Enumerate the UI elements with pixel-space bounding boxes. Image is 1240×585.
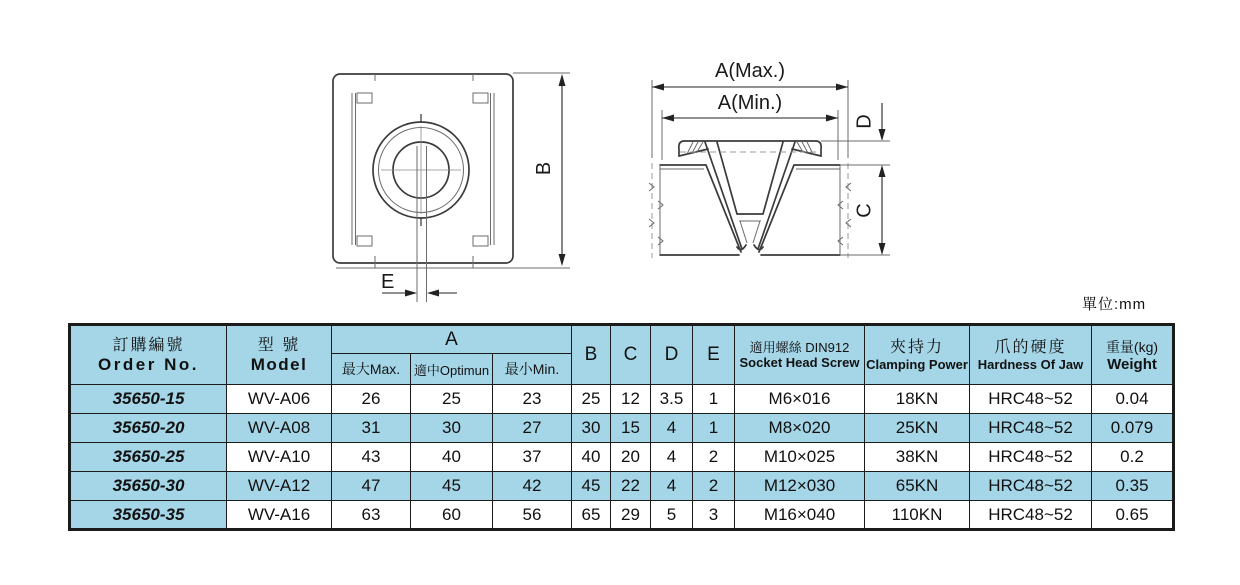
table-cell: 0.079 xyxy=(1092,414,1174,443)
table-cell: 4 xyxy=(651,443,693,472)
order-no-cell: 35650-20 xyxy=(70,414,227,443)
table-cell: 18KN xyxy=(865,385,970,414)
spec-table xyxy=(68,323,1175,531)
table-cell: 20 xyxy=(611,443,651,472)
table-cell: HRC48~52 xyxy=(970,443,1092,472)
unit-label: 單位:mm xyxy=(1082,296,1147,313)
table-cell: M12×030 xyxy=(735,472,865,501)
dim-label-b: B xyxy=(533,161,556,176)
table-cell: 4 xyxy=(651,414,693,443)
table-cell: WV-A06 xyxy=(227,385,332,414)
table-cell: 1 xyxy=(693,385,735,414)
col-header-clamping-power: 夾持力 Clamping Power xyxy=(865,325,970,385)
col-header-c: C xyxy=(611,325,651,385)
table-cell: 30 xyxy=(411,414,493,443)
col-header-a-group: A xyxy=(332,325,572,354)
table-cell: 63 xyxy=(332,501,411,530)
table-cell: 65 xyxy=(572,501,611,530)
order-no-cell: 35650-30 xyxy=(70,472,227,501)
table-cell: 2 xyxy=(693,443,735,472)
table-cell: M10×025 xyxy=(735,443,865,472)
table-cell: M16×040 xyxy=(735,501,865,530)
table-cell: 27 xyxy=(493,414,572,443)
table-cell: WV-A16 xyxy=(227,501,332,530)
col-header-d: D xyxy=(651,325,693,385)
table-row xyxy=(70,501,1174,530)
table-cell: 2 xyxy=(693,472,735,501)
dim-label-a-min: A(Min.) xyxy=(717,92,783,114)
table-cell: 43 xyxy=(332,443,411,472)
spec-table-body xyxy=(70,385,1174,530)
table-cell: 30 xyxy=(572,414,611,443)
table-cell: 22 xyxy=(611,472,651,501)
table-cell: 110KN xyxy=(865,501,970,530)
table-cell: 4 xyxy=(651,472,693,501)
col-header-weight: 重量(kg) Weight xyxy=(1092,325,1174,385)
table-cell: 0.2 xyxy=(1092,443,1174,472)
table-cell: 0.04 xyxy=(1092,385,1174,414)
col-header-screw: 適用螺絲 DIN912 Socket Head Screw xyxy=(735,325,865,385)
table-cell: 25 xyxy=(572,385,611,414)
table-cell: HRC48~52 xyxy=(970,501,1092,530)
table-cell: 45 xyxy=(572,472,611,501)
table-cell: HRC48~52 xyxy=(970,385,1092,414)
table-cell: 0.65 xyxy=(1092,501,1174,530)
col-header-a-opt: 適中Optimun xyxy=(411,354,493,385)
order-no-cell: 35650-15 xyxy=(70,385,227,414)
col-header-model: 型 號 Model xyxy=(227,325,332,385)
table-cell: M8×020 xyxy=(735,414,865,443)
table-cell: 3 xyxy=(693,501,735,530)
col-header-e: E xyxy=(693,325,735,385)
col-header-hardness: 爪的硬度 Hardness Of Jaw xyxy=(970,325,1092,385)
table-cell: WV-A08 xyxy=(227,414,332,443)
table-cell: 5 xyxy=(651,501,693,530)
table-row xyxy=(70,414,1174,443)
dim-label-d: D xyxy=(853,114,876,129)
table-cell: 26 xyxy=(332,385,411,414)
table-cell: 37 xyxy=(493,443,572,472)
table-cell: 42 xyxy=(493,472,572,501)
table-cell: WV-A10 xyxy=(227,443,332,472)
order-no-cell: 35650-25 xyxy=(70,443,227,472)
table-cell: 40 xyxy=(411,443,493,472)
order-no-cell: 35650-35 xyxy=(70,501,227,530)
table-cell: 12 xyxy=(611,385,651,414)
table-cell: 60 xyxy=(411,501,493,530)
dim-label-a-max: A(Max.) xyxy=(715,60,785,82)
table-cell: 29 xyxy=(611,501,651,530)
table-cell: 56 xyxy=(493,501,572,530)
table-row xyxy=(70,385,1174,414)
dim-label-e: E xyxy=(381,271,395,293)
table-cell: 15 xyxy=(611,414,651,443)
col-header-order-no: 訂購編號 Order No. xyxy=(70,325,227,385)
table-cell: M6×016 xyxy=(735,385,865,414)
table-cell: HRC48~52 xyxy=(970,414,1092,443)
table-row xyxy=(70,443,1174,472)
table-cell: 25 xyxy=(411,385,493,414)
table-cell: 1 xyxy=(693,414,735,443)
col-header-b: B xyxy=(572,325,611,385)
table-cell: 0.35 xyxy=(1092,472,1174,501)
col-header-a-max: 最大Max. xyxy=(332,354,411,385)
clamp-body-outline xyxy=(333,74,513,263)
table-cell: 65KN xyxy=(865,472,970,501)
table-cell: HRC48~52 xyxy=(970,472,1092,501)
table-cell: 40 xyxy=(572,443,611,472)
dim-label-c: C xyxy=(853,203,876,218)
table-cell: WV-A12 xyxy=(227,472,332,501)
table-cell: 23 xyxy=(493,385,572,414)
table-cell: 31 xyxy=(332,414,411,443)
table-cell: 38KN xyxy=(865,443,970,472)
table-row xyxy=(70,472,1174,501)
table-cell: 3.5 xyxy=(651,385,693,414)
table-cell: 47 xyxy=(332,472,411,501)
table-cell: 25KN xyxy=(865,414,970,443)
col-header-a-min: 最小Min. xyxy=(493,354,572,385)
table-cell: 45 xyxy=(411,472,493,501)
